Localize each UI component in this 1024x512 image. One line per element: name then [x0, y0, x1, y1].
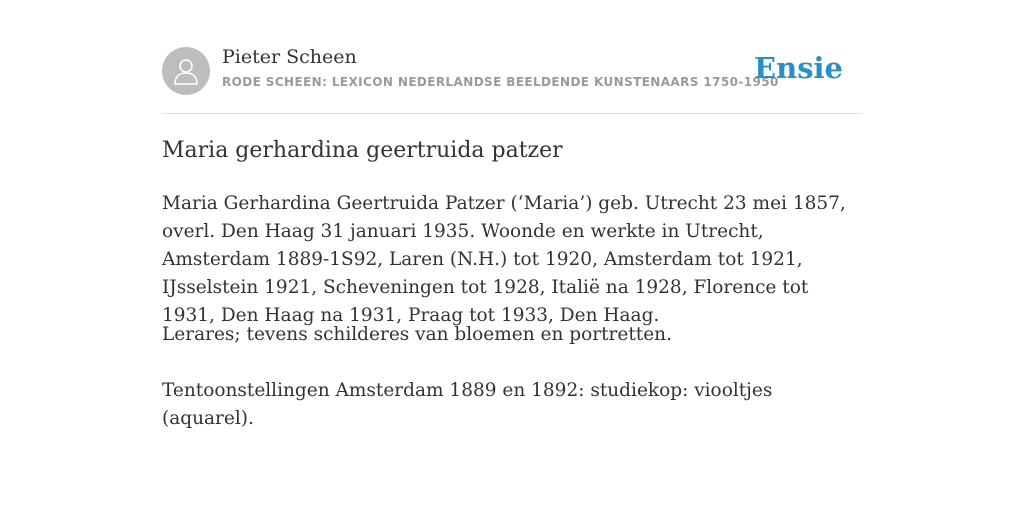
article-page	[162, 0, 862, 512]
article-paragraph-profession: Lerares; tevens schilderes van bloemen en portretten.	[162, 324, 672, 345]
source-title[interactable]: RODE SCHEEN: LEXICON NEDERLANDSE BEELDENDE KUNSTENAARS 1750-1950	[222, 75, 779, 89]
ensie-logo[interactable]: Ensie	[754, 51, 843, 85]
author-name[interactable]: Pieter Scheen	[222, 46, 357, 68]
user-icon	[173, 57, 199, 85]
author-avatar[interactable]	[162, 47, 210, 95]
article-title: Maria gerhardina geertruida patzer	[162, 138, 563, 163]
article-paragraph-exhibitions: Tentoonstellingen Amsterdam 1889 en 1892: studiekop: viooltjes (aquarel).	[162, 380, 773, 429]
header-divider	[162, 113, 862, 114]
article-header	[162, 47, 862, 95]
article-paragraph-biography: Maria Gerhardina Geertruida Patzer (‘Maria’) geb. Utrecht 23 mei 1857, overl. Den Haag 31 januari 1935. Woonde en werkte in Utrecht, Amsterdam 1889-1S92, Laren (N.H.) tot 1920, Amsterdam tot 1921, IJsselstein 1921, Scheveningen tot 1928, Italië na 1928, Florence tot 1931, Den Haag na 1931, Praag tot 1933, Den Haag.	[162, 193, 846, 326]
